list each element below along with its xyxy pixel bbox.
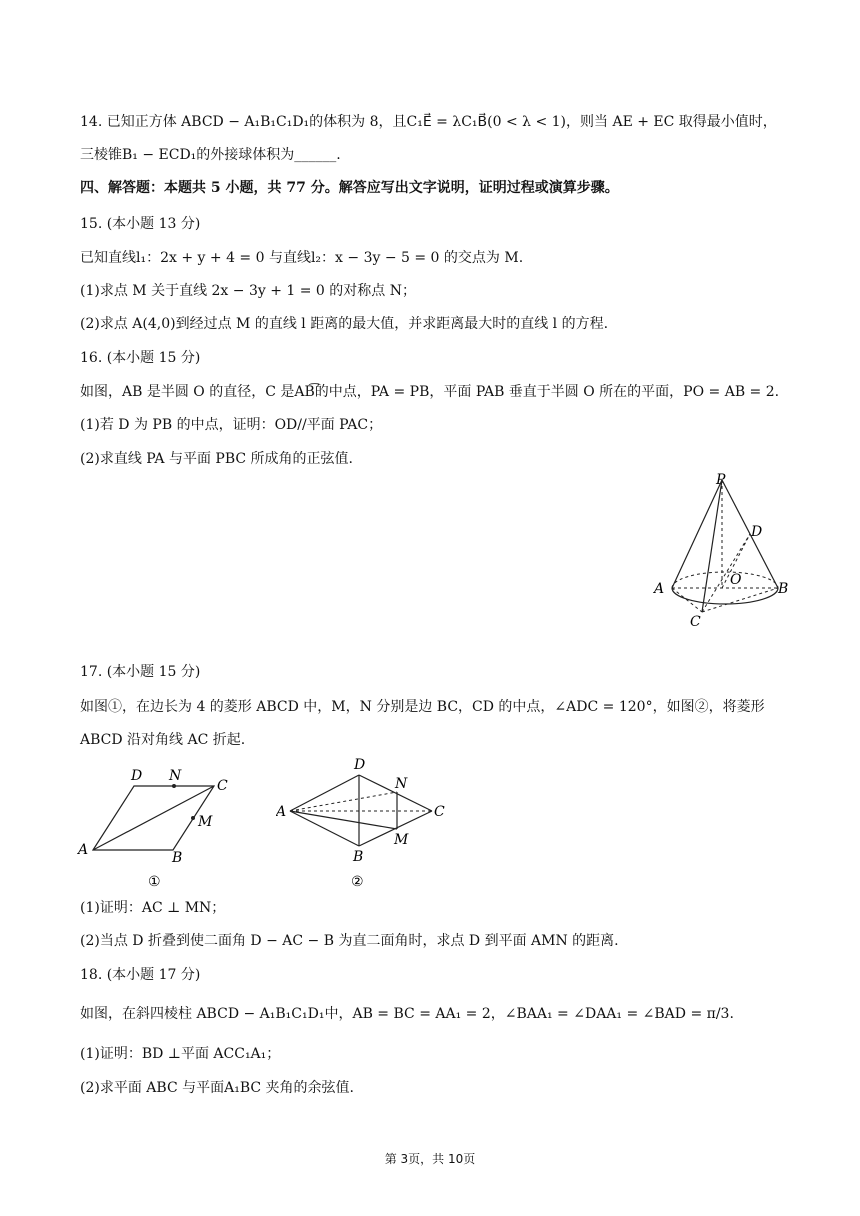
fig2-label-D: D (354, 757, 366, 773)
point-N (172, 784, 176, 788)
segment-AM (290, 811, 397, 829)
fig1-label-N: N (169, 768, 182, 784)
segment-BC (702, 588, 778, 612)
q18-header: 18. (本小题 17 分) (80, 967, 201, 983)
fig1-label-C: C (217, 778, 228, 794)
edge-AD (290, 775, 359, 811)
q18-part1: (1)证明：BD ⊥平面 ACC₁A₁； (80, 1046, 281, 1062)
fig2-label-C: C (434, 804, 445, 820)
fig2-number: ② (351, 874, 364, 890)
base-front-arc (672, 588, 778, 604)
fig2-label-N: N (395, 776, 408, 792)
q15-header: 15. (本小题 13 分) (80, 216, 201, 232)
q16-cone-figure (650, 470, 800, 630)
page-footer: 第 3页，共 10页 (384, 1152, 476, 1166)
q16-stem: 如图，AB 是半圆 O 的直径，C 是AB͡的中点，PA = PB，平面 PAB 垂直于半圆 O 所在的平面，PO = AB = 2. (80, 384, 780, 400)
q15-part1: (1)求点 M 关于直线 2x − 3y + 1 = 0 的对称点 N； (80, 283, 416, 299)
edge-PA (672, 480, 722, 588)
q17-part1: (1)证明：AC ⊥ MN； (80, 900, 226, 916)
q16-part2: (2)求直线 PA 与平面 PBC 所成角的正弦值. (80, 451, 354, 467)
fig1-label-D: D (131, 768, 143, 784)
segment-AN (290, 792, 397, 811)
label-O: O (730, 572, 742, 588)
diagonal-AC (93, 786, 214, 850)
label-C: C (690, 614, 701, 630)
q18-stem: 如图，在斜四棱柱 ABCD − A₁B₁C₁D₁中，AB = BC = AA₁ = 2，∠BAA₁ = ∠DAA₁ = ∠BAD = π/3. (80, 1006, 734, 1022)
segment-AC (672, 588, 702, 612)
point-M (191, 816, 195, 820)
fig2-label-M: M (394, 832, 409, 848)
fig1-number: ① (148, 874, 161, 890)
q14-line1: 14. 已知正方体 ABCD − A₁B₁C₁D₁的体积为 8，且C₁E⃗ = λC₁B⃗(0 < λ < 1)，则当 AE + EC 取得最小值时， (80, 114, 777, 130)
q14-line2: 三棱锥B₁ − ECD₁的外接球体积为______. (80, 147, 341, 163)
label-A: A (654, 581, 665, 597)
label-B: B (778, 581, 789, 597)
q17-stem1: 如图①，在边长为 4 的菱形 ABCD 中，M，N 分别是边 BC，CD 的中点，∠ADC = 120°，如图②，将菱形 (80, 699, 765, 715)
q18-part2: (2)求平面 ABC 与平面A₁BC 夹角的余弦值. (80, 1080, 354, 1096)
edge-PC (702, 480, 722, 612)
q17-figure1-rhombus (76, 764, 246, 890)
q17-figure2-folded (276, 754, 456, 890)
fig1-label-A: A (78, 842, 89, 858)
q17-part2: (2)当点 D 折叠到使二面角 D − AC − B 为直二面角时，求点 D 到平面 AMN 的距离. (80, 933, 619, 949)
section4-header: 四、解答题：本题共 5 小题，共 77 分。解答应写出文字说明，证明过程或演算步骤。 (80, 180, 619, 196)
fig1-label-B: B (172, 850, 183, 866)
label-D: D (751, 524, 763, 540)
fig2-label-B: B (353, 849, 364, 865)
label-P: P (716, 472, 726, 488)
fig1-label-M: M (198, 814, 213, 830)
q16-header: 16. (本小题 15 分) (80, 350, 201, 366)
q16-part1: (1)若 D 为 PB 的中点，证明：OD//平面 PAC； (80, 417, 383, 433)
q15-part2: (2)求点 A(4,0)到经过点 M 的直线 l 距离的最大值，并求距离最大时的直线 l 的方程. (80, 316, 609, 332)
q17-stem2: ABCD 沿对角线 AC 折起. (80, 732, 246, 748)
q17-header: 17. (本小题 15 分) (80, 664, 201, 680)
fig2-label-A: A (276, 804, 287, 820)
q15-stem: 已知直线l₁：2x + y + 4 = 0 与直线l₂：x − 3y − 5 = 0 的交点为 M. (80, 250, 524, 266)
